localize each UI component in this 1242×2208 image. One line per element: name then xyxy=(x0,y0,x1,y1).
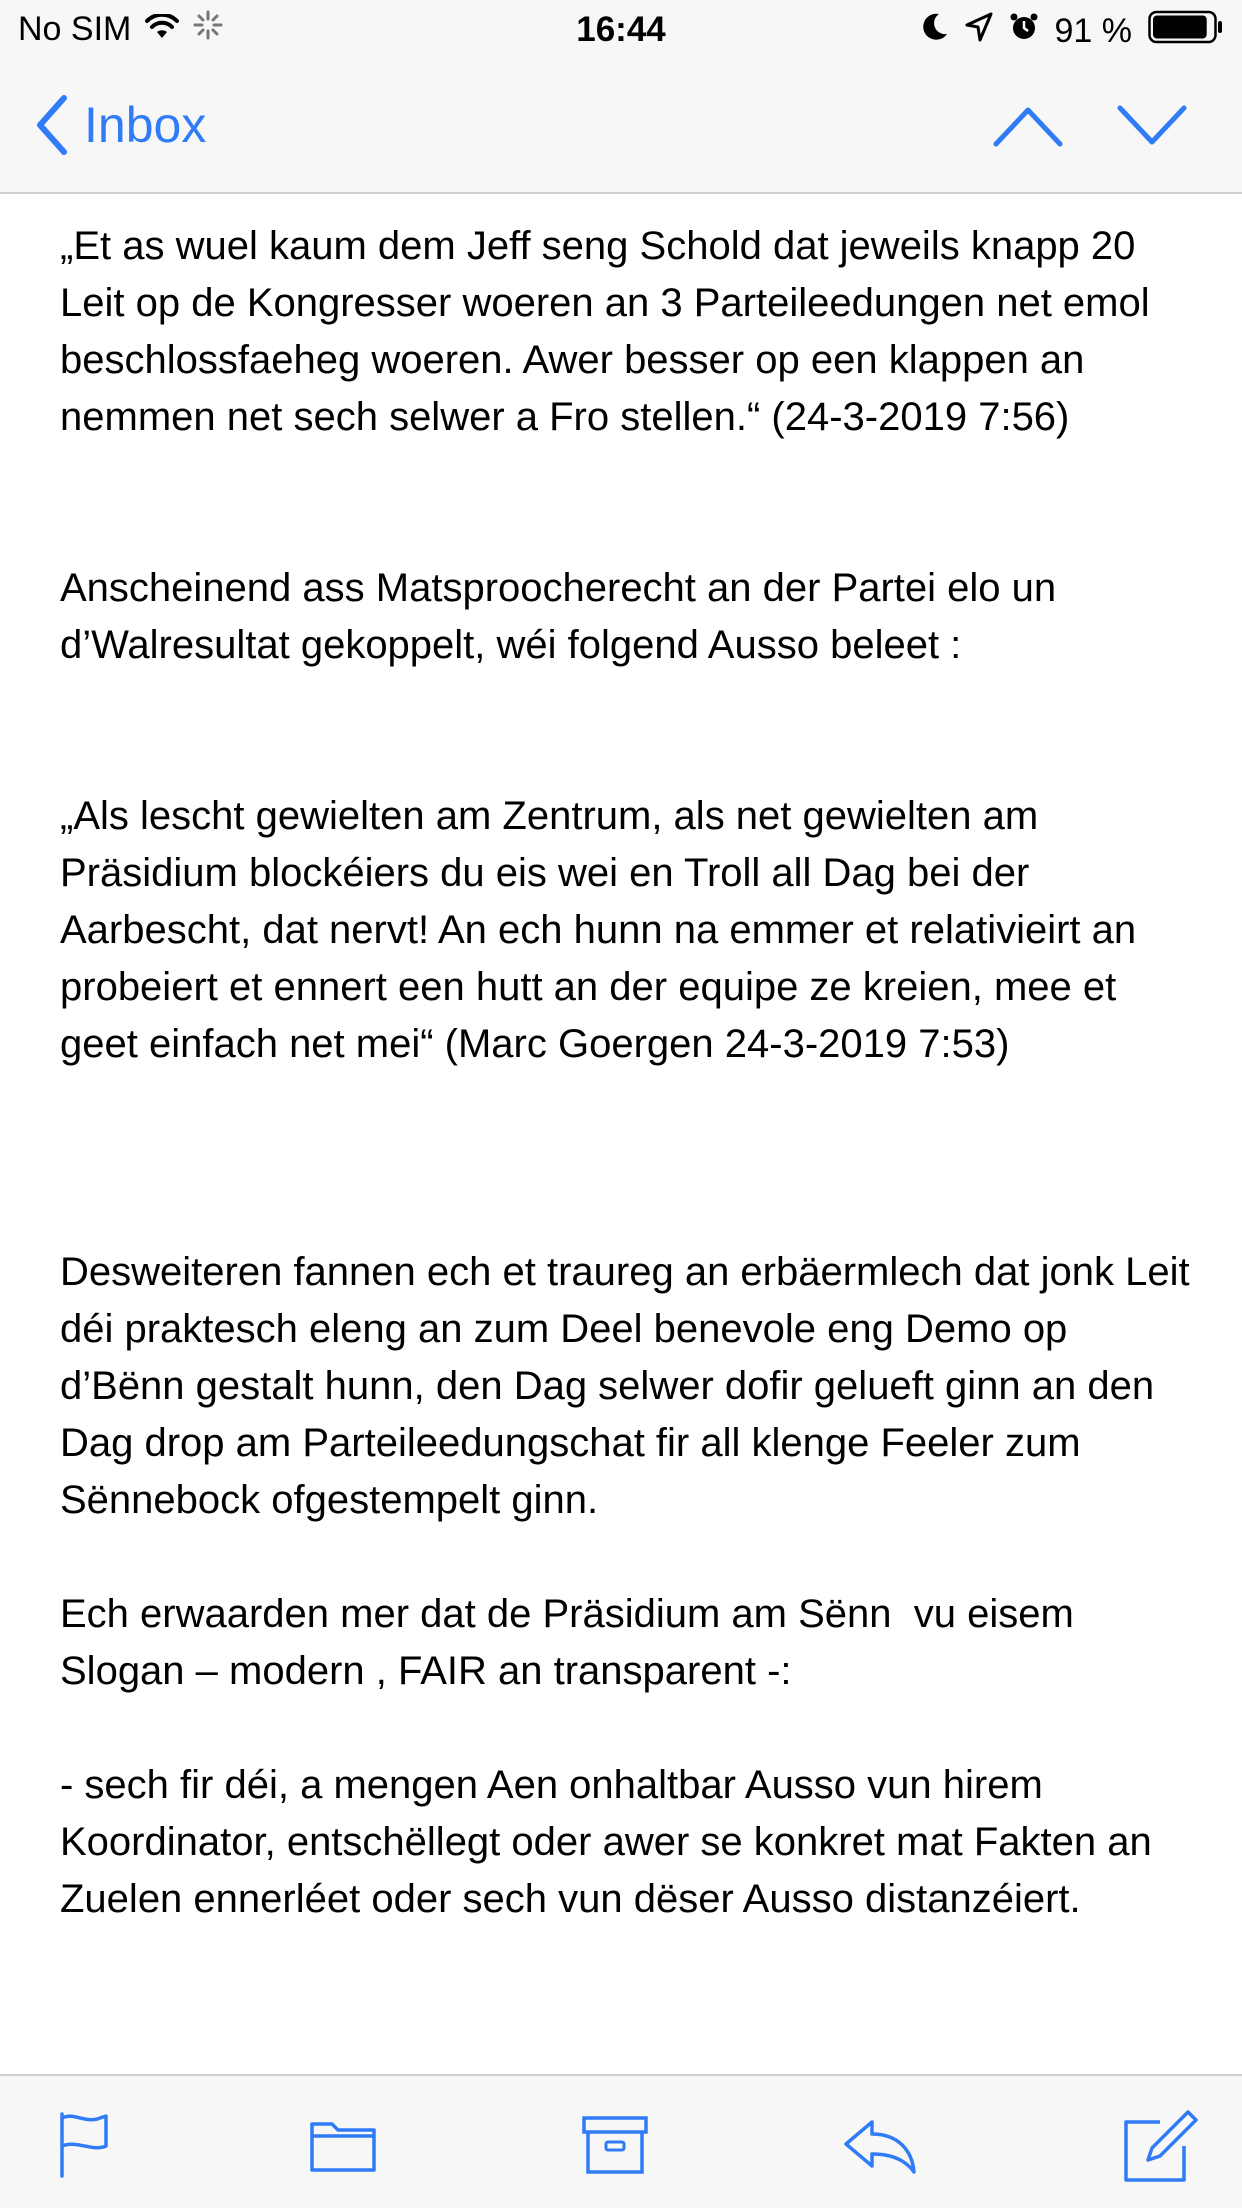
message-paragraph: Ech erwaarden mer dat de Präsidium am Sënn vu eisem Slogan – modern , FAIR an transparent -: xyxy=(60,1592,1085,1693)
message-paragraph: „Et as wuel kaum dem Jeff seng Schold dat jeweils knapp 20 Leit op de Kongresser woeren an 3 Parteileedungen net emol beschlossfaeheg woeren. Awer besser op een klappen an nemmen net sech selwer a Fro stellen.“ (24-3-2019 7:56) xyxy=(60,224,1161,439)
navigation-bar xyxy=(0,60,1242,194)
status-time: 16:44 xyxy=(576,10,666,49)
archive-button[interactable] xyxy=(580,2110,650,2180)
compose-icon xyxy=(1120,2110,1200,2184)
back-to-inbox-button[interactable] xyxy=(34,90,206,160)
next-message-button[interactable] xyxy=(1112,98,1192,154)
back-label: Inbox xyxy=(84,97,207,153)
message-paragraph: „Als lescht gewielten am Zentrum, als net gewielten am Präsidium blockéiers du eis wei en Troll all Dag bei der Aarbescht, dat nervt! An ech hunn na emmer et relativieirt an probeiert et ennert een hutt an der equipe ze kreien, mee et geet einfach net mei“ (Marc Goergen 24-3-2019 7:53) xyxy=(60,794,1148,1066)
message-body xyxy=(60,218,1201,1928)
message-paragraph: Anscheinend ass Matsproocherecht an der Partei elo un d’Walresultat gekoppelt, wéi folgend Ausso beleet : xyxy=(60,566,1068,667)
carrier-label: No SIM xyxy=(18,10,132,48)
flag-icon xyxy=(50,2110,120,2180)
bottom-toolbar xyxy=(0,2074,1242,2208)
location-arrow-icon xyxy=(965,12,993,51)
battery-icon xyxy=(1148,10,1224,53)
archive-icon xyxy=(580,2110,650,2180)
move-to-folder-button[interactable] xyxy=(308,2110,378,2180)
message-paragraph: - sech fir déi, a mengen Aen onhaltbar Ausso vun hirem Koordinator, entschëllegt oder awer se konkret mat Fakten an Zuelen ennerléet oder sech vun dëser Ausso distanzéiert. xyxy=(60,1763,1163,1921)
chevron-left-icon xyxy=(34,94,70,156)
moon-icon xyxy=(921,12,949,51)
status-bar xyxy=(0,0,1242,60)
chevron-up-icon xyxy=(988,98,1068,154)
message-paragraph: Desweiteren fannen ech et traureg an erbäermlech dat jonk Leit déi praktesch eleng an zum Deel benevole eng Demo op d’Bënn gestalt hunn, den Dag selwer dofir gelueft ginn an den Dag drop am Parteileedungschat fir all klenge Feeler zum Sënnebock ofgestempelt ginn. xyxy=(60,1250,1201,1522)
flag-button[interactable] xyxy=(50,2110,120,2180)
compose-button[interactable] xyxy=(1120,2110,1200,2180)
reply-icon xyxy=(840,2110,920,2180)
reply-button[interactable] xyxy=(840,2110,920,2180)
alarm-icon xyxy=(1009,12,1039,51)
chevron-down-icon xyxy=(1112,98,1192,154)
folder-icon xyxy=(308,2110,378,2180)
previous-message-button[interactable] xyxy=(988,98,1068,154)
status-right xyxy=(921,10,1225,53)
battery-percent: 91 % xyxy=(1054,12,1132,50)
